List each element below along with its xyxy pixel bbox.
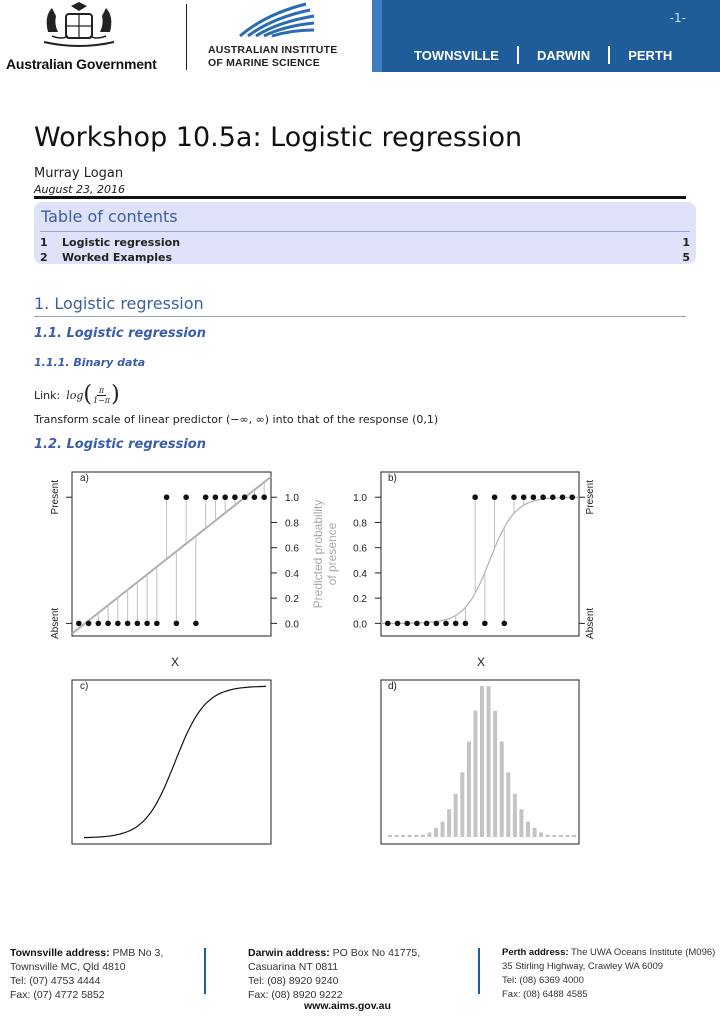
data-point [463, 621, 469, 627]
toc-item-number: 2 [40, 251, 48, 264]
distribution-bar [460, 772, 464, 837]
data-point [434, 621, 440, 627]
probability-tick-label: 1.0 [353, 493, 367, 505]
toc-item-page: 1 [682, 236, 690, 249]
distribution-bar [401, 835, 405, 837]
data-point [472, 494, 478, 500]
city-perth: PERTH [628, 47, 673, 63]
transform-description: Transform scale of linear predictor (−∞, ∞) into that of the response (0,1) [34, 413, 439, 426]
toc-title: Table of contents [41, 207, 178, 226]
footer-darwin [248, 946, 420, 1002]
footer-line: Fax: (07) 4772 5852 [10, 989, 105, 1001]
data-point [183, 494, 189, 500]
data-point [242, 494, 248, 500]
probability-tick-label: 0.2 [285, 594, 299, 606]
footer-separator [204, 948, 206, 994]
panel-b-frame [381, 472, 579, 636]
distribution-bar [388, 835, 392, 837]
distribution-bar [408, 835, 412, 837]
distribution-bar [487, 686, 491, 837]
data-point [154, 621, 160, 627]
probability-tick-label: 1.0 [285, 493, 299, 505]
data-point [86, 621, 92, 627]
subsection-heading: 1.2. Logistic regression [34, 437, 206, 452]
data-point [193, 621, 199, 627]
distribution-bar [572, 835, 576, 837]
probability-tick-label: 0.2 [353, 594, 367, 606]
probability-tick-label: 0.0 [353, 619, 367, 631]
city-townsville: TOWNSVILLE [414, 47, 499, 63]
data-point [492, 494, 498, 500]
distribution-bar [434, 828, 438, 837]
data-point [203, 494, 209, 500]
footer-line: The UWA Oceans Institute (M096) [571, 947, 716, 958]
page-footer [0, 938, 720, 1019]
distribution-bar [513, 794, 517, 837]
distribution-bar [454, 794, 458, 837]
data-point [443, 621, 449, 627]
data-point [105, 621, 111, 627]
toc-item-logistic-regression[interactable] [40, 236, 690, 250]
probability-tick-label: 0.4 [353, 568, 367, 580]
panel-d-label: d) [388, 681, 397, 692]
data-point [560, 494, 566, 500]
distribution-bar [493, 711, 497, 837]
figure-panels [0, 460, 720, 860]
data-point [414, 621, 420, 627]
paren-left: ( [83, 382, 93, 407]
probability-tick-label: 0.4 [285, 568, 299, 580]
panel-b-xlabel: X [476, 655, 486, 669]
data-point [385, 621, 391, 627]
distribution-bar [552, 835, 556, 837]
footer-line: 35 Stirling Highway, Crawley WA 6009 [502, 961, 664, 972]
header-bar-edge [372, 0, 382, 72]
probability-tick-label: 0.6 [353, 543, 367, 555]
footer-line: Casuarina NT 0811 [248, 961, 339, 973]
distribution-bar [467, 742, 471, 838]
data-point [125, 621, 131, 627]
toc-item-page: 5 [682, 251, 690, 264]
data-point [232, 494, 238, 500]
distribution-bar [559, 835, 563, 837]
toc-item-label: Logistic regression [62, 236, 181, 249]
panel-b-label: b) [388, 473, 397, 484]
fit-curve [381, 497, 579, 623]
footer-line: Fax: (08) 6488 4585 [502, 989, 588, 1000]
binary-tick-label: Absent [50, 607, 61, 639]
aims-waves-icon [236, 2, 316, 38]
paren-right: ) [111, 382, 120, 407]
toc-item-number: 1 [40, 236, 48, 249]
footer-line: Fax: (08) 8920 9222 [248, 989, 343, 1001]
fraction-denominator: 1−π [93, 395, 111, 405]
distribution-bar [395, 835, 399, 837]
distribution-bar [421, 835, 425, 837]
header-divider [186, 4, 187, 70]
logistic-figures [0, 460, 720, 860]
distribution-bar [473, 711, 477, 837]
section-heading: 1. Logistic regression [34, 294, 204, 313]
page-header [0, 0, 720, 84]
data-point [531, 494, 537, 500]
link-function-line [34, 381, 120, 409]
table-of-contents [34, 202, 696, 264]
link-function: log [66, 388, 84, 402]
distribution-bar [539, 832, 543, 837]
data-point [164, 494, 170, 500]
data-point [174, 621, 180, 627]
footer-separator [478, 948, 480, 994]
data-point [213, 494, 219, 500]
data-point [96, 621, 102, 627]
probability-tick-label: 0.6 [285, 543, 299, 555]
footer-perth [502, 946, 715, 1002]
city-separator [517, 46, 519, 64]
aims-logo [206, 0, 346, 80]
city-separator [608, 46, 610, 64]
distribution-bar [533, 828, 537, 837]
data-point [569, 494, 575, 500]
footer-label: Perth address: [502, 947, 569, 958]
data-point [540, 494, 546, 500]
footer-line: PMB No 3, [112, 947, 164, 959]
distribution-bar [441, 822, 445, 837]
ylabel-line2: of presence [325, 522, 339, 586]
header-city-bar [372, 0, 720, 72]
distribution-bar [447, 809, 451, 837]
distribution-bar [506, 772, 510, 837]
document-title: Workshop 10.5a: Logistic regression [34, 122, 523, 153]
city-darwin: DARWIN [536, 47, 591, 63]
subsubsection-heading: 1.1.1. Binary data [34, 356, 146, 369]
distribution-bar [414, 835, 418, 837]
probability-tick-label: 0.8 [285, 518, 299, 530]
link-fraction [93, 386, 110, 405]
fraction-numerator: π [98, 385, 105, 395]
data-point [404, 621, 410, 627]
distribution-bar [427, 832, 431, 837]
panel-c-frame [72, 680, 271, 844]
title-rule [34, 196, 686, 199]
footer-townsville [10, 946, 163, 1002]
panel-c-layer [84, 686, 266, 837]
institute-name-line2: OF MARINE SCIENCE [208, 57, 320, 69]
toc-rule [40, 231, 690, 232]
data-point [501, 621, 507, 627]
data-point [222, 494, 228, 500]
distribution-bar [480, 686, 484, 837]
distribution-bar [526, 822, 530, 837]
data-point [76, 621, 82, 627]
link-label: Link: [34, 388, 61, 402]
section-rule [34, 316, 686, 317]
binary-tick-label: Absent [585, 607, 596, 639]
probability-tick-label: 0.8 [353, 518, 367, 530]
panel-a-xlabel: X [170, 655, 180, 669]
panel-a-layer [50, 477, 299, 639]
coat-of-arms-icon [38, 2, 120, 50]
document-author: Murray Logan [34, 166, 124, 181]
footer-line: Townsville MC, Qld 4810 [10, 961, 126, 973]
toc-item-worked-examples[interactable] [40, 251, 690, 265]
city-list [414, 46, 672, 64]
data-point [252, 494, 258, 500]
distribution-bar [565, 835, 569, 837]
footer-label: Darwin address: [248, 947, 330, 959]
subsection-heading: 1.1. Logistic regression [34, 326, 206, 341]
panel-c-label: c) [80, 681, 89, 692]
institute-name-line1: AUSTRALIAN INSTITUTE [208, 44, 338, 56]
data-point [521, 494, 527, 500]
ylabel-line1: Predicted probability [311, 499, 325, 609]
panel-a-label: a) [80, 473, 89, 484]
data-point [261, 494, 267, 500]
government-name: Australian Government [6, 56, 157, 72]
data-point [115, 621, 121, 627]
distribution-bar [546, 835, 550, 837]
binary-tick-label: Present [50, 479, 61, 515]
logistic-curve [84, 686, 266, 837]
footer-line: Tel: (07) 4753 4444 [10, 975, 101, 987]
panel-b-layer [353, 480, 596, 639]
data-point [395, 621, 401, 627]
data-point [144, 621, 150, 627]
fit-line [72, 477, 271, 634]
footer-label: Townsville address: [10, 947, 110, 959]
data-point [135, 621, 141, 627]
data-point [453, 621, 459, 627]
page-number: -1- [669, 11, 686, 25]
probability-tick-label: 0.0 [285, 619, 299, 631]
footer-line: PO Box No 41775, [332, 947, 421, 959]
toc-item-label: Worked Examples [62, 251, 173, 264]
document-date: August 23, 2016 [34, 183, 125, 196]
footer-line: Tel: (08) 6369 4000 [502, 975, 584, 986]
distribution-bar [500, 742, 504, 838]
footer-line: Tel: (08) 8920 9240 [248, 975, 339, 987]
footer-url[interactable]: www.aims.gov.au [304, 1000, 391, 1012]
data-point [482, 621, 488, 627]
data-point [550, 494, 556, 500]
shared-ylabel [311, 500, 339, 609]
binary-tick-label: Present [585, 479, 596, 515]
data-point [511, 494, 517, 500]
distribution-bar [519, 809, 523, 837]
government-logo [0, 0, 186, 84]
panel-d-layer [388, 686, 576, 837]
data-point [424, 621, 430, 627]
